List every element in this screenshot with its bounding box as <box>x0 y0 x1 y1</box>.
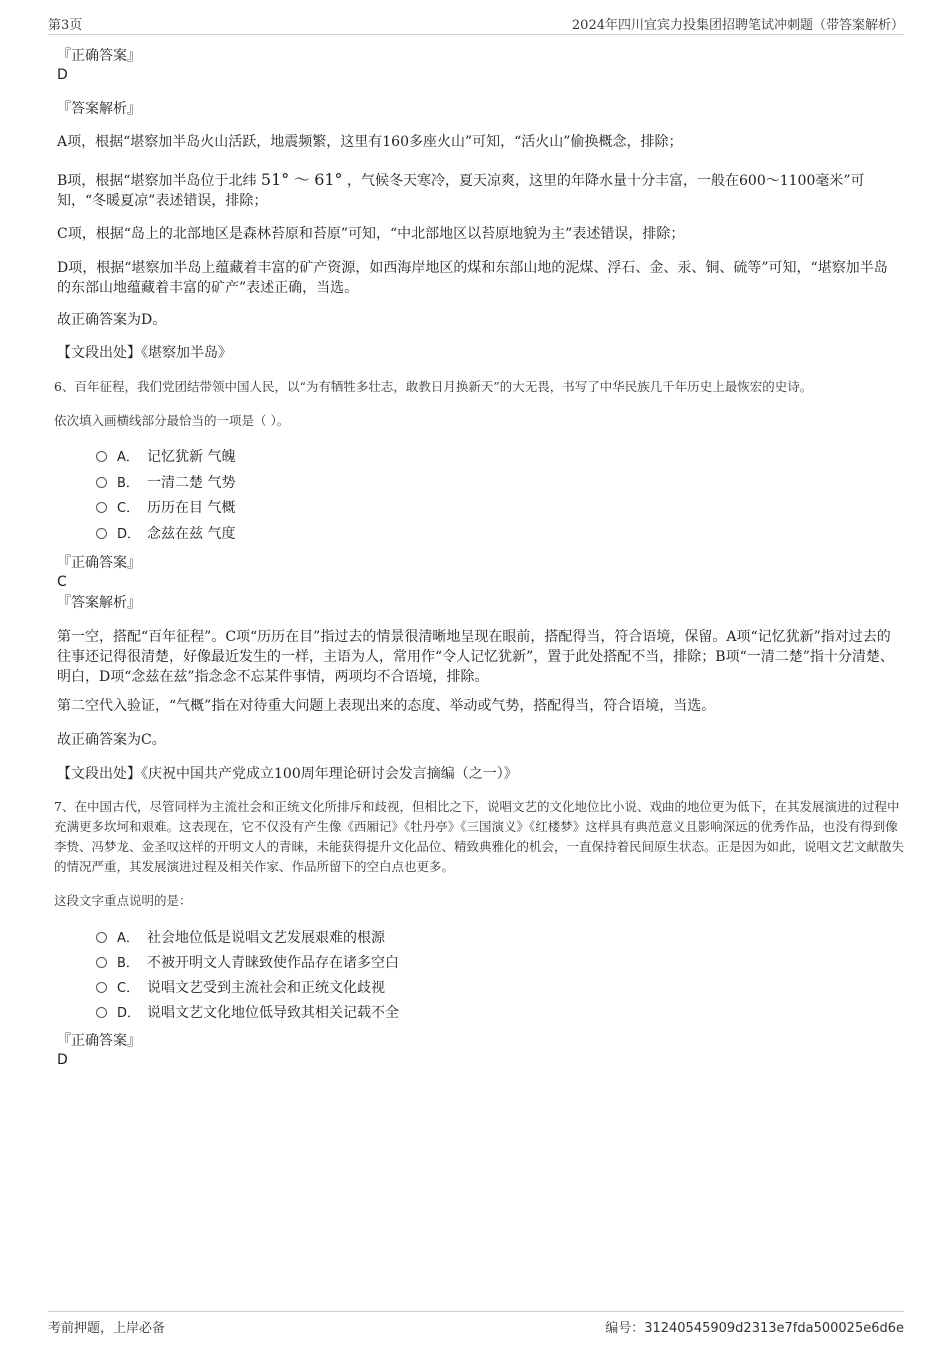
document-title: 2024年四川宜宾力投集团招聘笔试冲刺题（带答案解析） <box>571 18 904 33</box>
page-header <box>48 14 904 35</box>
q6-option-b[interactable]: B． 一清二楚 气势 <box>96 473 235 493</box>
q7-option-c[interactable]: C． 说唱文艺受到主流社会和正统文化歧视 <box>96 978 385 998</box>
radio-icon[interactable] <box>96 1007 107 1018</box>
q6-answer: C <box>57 574 67 590</box>
q5-source: 【文段出处】《堪察加半岛》 <box>57 345 232 361</box>
page-number: 第3页 <box>48 18 83 33</box>
radio-icon[interactable] <box>96 957 107 968</box>
q6-source: 【文段出处】《庆祝中国共产党成立100周年理论研讨会发言摘编（之一）》 <box>57 766 518 782</box>
radio-icon[interactable] <box>96 451 107 462</box>
q5-analysis-d: D项，根据“堪察加半岛上蕴藏着丰富的矿产资源，如西海岸地区的煤和东部山地的泥煤、浮石、金、汞、铜、硫等”可知，“堪察加半岛的东部山地蕴藏着丰富的矿产”表述正确，当选。 <box>57 260 888 296</box>
q6-analysis-2: 第二空代入验证，“气概”指在对待重大问题上表现出来的态度、举动或气势，搭配得当，符合语境，当选。 <box>57 698 716 714</box>
q5-analysis-b: B项，根据“堪察加半岛位于北纬 51° ～ 61° ，气候冬天寒冷，夏天凉爽，这里的年降水量十分丰富，一般在600～1100毫米”可知，“冬暖夏凉”表述错误，排除； <box>57 170 865 209</box>
q6-conclusion: 故正确答案为C。 <box>57 732 166 748</box>
footer-code: 编号：31240545909d2313e7fda500025e6d6e <box>605 1321 904 1336</box>
q6-analysis-label: 『答案解析』 <box>57 595 141 611</box>
latitude-from: 51° <box>260 170 290 189</box>
q6-stem: 6、百年征程，我们党团结带领中国人民，以“为有牺牲多壮志，敢教日月换新天”的大无畏，书写了中华民族几千年历史上最恢宏的史诗。 <box>54 379 813 394</box>
footer-slogan: 考前押题，上岸必备 <box>48 1321 166 1336</box>
latitude-to: 61° <box>314 170 343 189</box>
q5-conclusion: 故正确答案为D。 <box>57 312 167 328</box>
radio-icon[interactable] <box>96 932 107 943</box>
q6-option-c[interactable]: C． 历历在目 气概 <box>96 498 235 518</box>
q6-option-d[interactable]: D． 念兹在兹 气度 <box>96 524 235 544</box>
q6-prompt: 依次填入画横线部分最恰当的一项是（ ）。 <box>54 413 290 428</box>
q5-analysis-c: C项，根据“岛上的北部地区是森林苔原和苔原”可知，“中北部地区以苔原地貌为主”表述错误，排除； <box>57 226 685 242</box>
q7-prompt: 这段文字重点说明的是： <box>54 893 192 908</box>
radio-icon[interactable] <box>96 982 107 993</box>
q6-option-a[interactable]: A． 记忆犹新 气魄 <box>96 447 235 467</box>
q7-answer: D <box>57 1052 68 1068</box>
q7-stem: 7、在中国古代，尽管同样为主流社会和正统文化所排斥和歧视，但相比之下，说唱文艺的文化地位比小说、戏曲的地位更为低下，在其发展演进的过程中充满更多坎坷和艰难。这表现在，它不仅没有产生像《西厢记》《牡丹亭》《三国演义》《红楼梦》这样具有典范意义且影响深远的优秀作品，也没有得到像李贽、冯梦龙、金圣叹这样的开明文人的青睐，未能获得提升文化品位、精致典雅化的机会，一直保持着民间原生状态。正是因为如此，说唱文艺文献散失的情况严重，其发展演进过程及相关作家、作品所留下的空白点也更多。 <box>54 799 905 874</box>
q5-answer: D <box>57 67 68 83</box>
page-footer <box>48 1311 904 1337</box>
radio-icon[interactable] <box>96 528 107 539</box>
q6-answer-label: 『正确答案』 <box>57 555 141 571</box>
radio-icon[interactable] <box>96 502 107 513</box>
q7-answer-label: 『正确答案』 <box>57 1033 141 1049</box>
q5-analysis-a: A项，根据“堪察加半岛火山活跃，地震频繁，这里有160多座火山”可知，“活火山”偷换概念，排除； <box>57 134 683 150</box>
q7-option-b[interactable]: B． 不被开明文人青睐致使作品存在诸多空白 <box>96 953 399 973</box>
q7-option-a[interactable]: A． 社会地位低是说唱文艺发展艰难的根源 <box>96 928 385 948</box>
radio-icon[interactable] <box>96 477 107 488</box>
q7-option-d[interactable]: D． 说唱文艺文化地位低导致其相关记载不全 <box>96 1003 399 1023</box>
q5-analysis-label: 『答案解析』 <box>57 101 141 117</box>
q5-answer-label: 『正确答案』 <box>57 48 141 64</box>
q6-analysis-1: 第一空，搭配“百年征程”。C项“历历在目”指过去的情景很清晰地呈现在眼前，搭配得当，符合语境，保留。A项“记忆犹新”指对过去的往事还记得很清楚，好像最近发生的一样，主语为人，常用作“令人记忆犹新”，置于此处搭配不当，排除；B项“一清二楚”指十分清楚、明白，D项“念兹在兹”指念念不忘某件事情，两项均不合语境，排除。 <box>57 629 894 685</box>
